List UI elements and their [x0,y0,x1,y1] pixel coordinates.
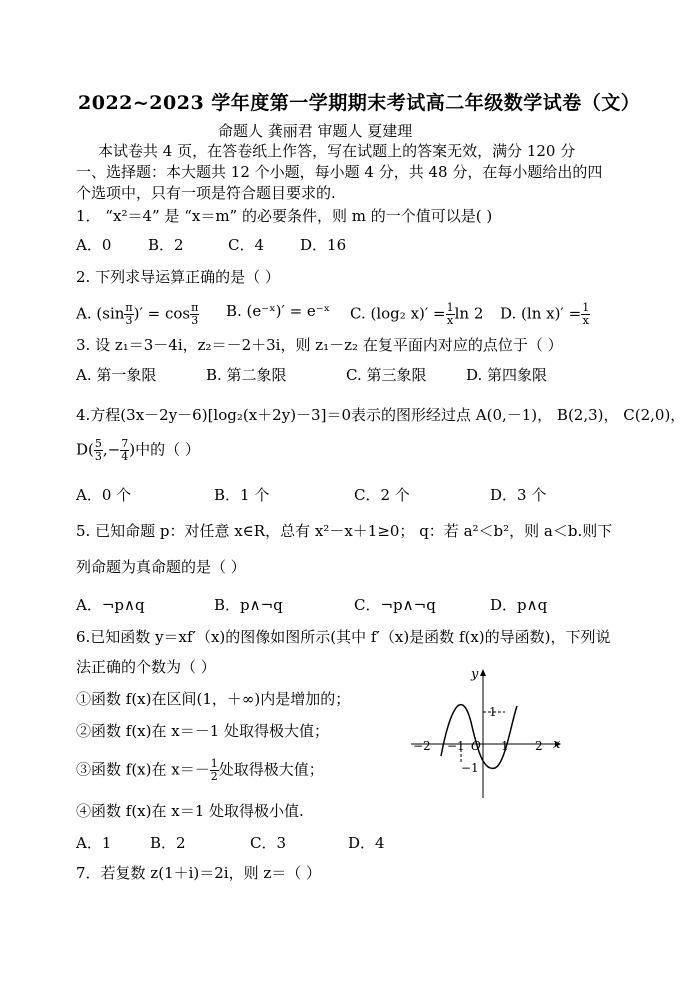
q7-stem: 7．若复数 z(1＋i)＝2i，则 z＝（ ） [76,864,322,882]
q2-option-d: D. (ln x)′ = $\frac{1}{x}$ [500,301,590,327]
graph-tick-neg1: −1 [447,739,465,753]
q6-option-b: B．2 [150,834,186,852]
q3-option-a: A. 第一象限 [76,366,157,384]
section1-line1: 一、选择题：本大题共 12 个小题，每小题 4 分，共 48 分，在每小题给出的四 [76,163,603,181]
q3-option-c: C. 第三象限 [346,366,427,384]
exam-title: 2022~2023 学年度第一学期期末考试高二年级数学试卷（文） [78,92,641,114]
q5-option-c: C．¬p∧¬q [354,596,436,614]
q2-option-c-expr: (log₂ x)′ = [370,304,446,323]
graph-tick-yneg1: −1 [461,761,479,775]
q2-option-c: C. (log₂ x)′ = $\frac{1}{x}$ ln 2 [350,301,484,327]
graph-tick-x1: 1 [501,739,509,753]
q6-stem-line1: 6.已知函数 y＝xf′（x)的图像如图所示(其中 f′（x)是函数 f(x)的导函数)，下列说 [76,628,611,646]
q4-option-a: A．0 个 [76,486,132,504]
q4-stem-line2: D( $\frac{5}{3}$ ,− $\frac{7}{4}$ )中的（ ） [76,437,200,463]
exam-note: 本试卷共 4 页，在答卷纸上作答，写在试题上的答案无效，满分 120 分 [98,142,576,160]
graph-tick-neg2: −2 [413,739,431,753]
q6-option-a: A．1 [76,834,112,852]
q6-statement-3-pre: ③函数 f(x)在 x＝－ [76,760,210,779]
q5-option-d: D．p∧q [490,596,548,614]
graph-y-label: y [471,667,479,682]
authors-line: 命题人 龚丽君 审题人 夏建理 [218,122,413,140]
q2-option-d-expr: (ln x)′ = [521,304,582,323]
q6-function-graph [405,664,565,804]
graph-tick-y1: 1 [489,705,497,719]
q2-option-d-label: D. [500,304,517,323]
graph-x-label: x [553,737,561,752]
q2-option-a-label: A. [76,304,92,323]
q4-option-d: D．3 个 [490,486,547,504]
q2-option-a: A. (sin $\frac{\pi}{3}$ )′ = cos $\frac{\pi}{3}$ [76,301,199,327]
q6-option-d: D．4 [348,834,385,852]
q4-option-c: C．2 个 [354,486,410,504]
q4-stem-line1: 4.方程(3x－2y－6)[log₂(x＋2y)－3]＝0表示的图形经过点 A(0,－1)， B(2,3)， C(2,0)， [76,406,686,424]
q3-option-b: B. 第二象限 [206,366,287,384]
q6-statement-3-post: 处取得极大值； [218,760,324,779]
q1-option-a: A．0 [76,236,112,254]
q6-statement-3: ③函数 f(x)在 x＝－ $\frac{1}{2}$ 处取得极大值； [76,757,324,783]
q5-option-a: A．¬p∧q [76,596,145,614]
q2-option-c-tail: ln 2 [454,304,484,323]
q6-option-c: C．3 [250,834,287,852]
q5-stem-line2: 列命题为真命题的是（ ） [76,558,246,576]
q1-stem: 1． “x²＝4” 是 “x＝m” 的必要条件，则 m 的一个值可以是( ) [76,207,493,225]
q3-option-d: D. 第四象限 [466,366,548,384]
graph-tick-x2: 2 [535,739,543,753]
q4-point-d-pre: D( [76,440,94,459]
q1-option-d: D．16 [300,236,347,254]
graph-origin: O [471,739,481,753]
q2-option-b: B. (e⁻ˣ)′ = e⁻ˣ [226,302,331,320]
q4-point-d-post: )中的（ ） [129,440,200,459]
q4-option-b: B．1 个 [214,486,270,504]
q1-option-c: C．4 [228,236,265,254]
section1-line2: 个选项中，只有一项是符合题目要求的. [76,184,336,202]
q6-statement-2: ②函数 f(x)在 x＝－1 处取得极大值； [76,722,330,740]
q2-option-c-label: C. [350,304,366,323]
q6-statement-4: ④函数 f(x)在 x＝1 处取得极小值. [76,802,304,820]
q1-option-b: B．2 [148,236,184,254]
q6-stem-line2: 法正确的个数为（ ） [76,658,216,676]
q3-stem: 3. 设 z₁＝3－4i，z₂＝－2＋3i，则 z₁－z₂ 在复平面内对应的点位于（ ） [76,336,563,354]
q5-option-b: B．p∧¬q [214,596,283,614]
q5-stem-line1: 5. 已知命题 p：对任意 x∈R，总有 x²－x＋1≥0； q：若 a²＜b²，则 a＜b.则下 [76,522,613,540]
q2-stem: 2. 下列求导运算正确的是（ ） [76,268,280,286]
q6-statement-1: ①函数 f(x)在区间(1，＋∞)内是增加的； [76,690,351,708]
